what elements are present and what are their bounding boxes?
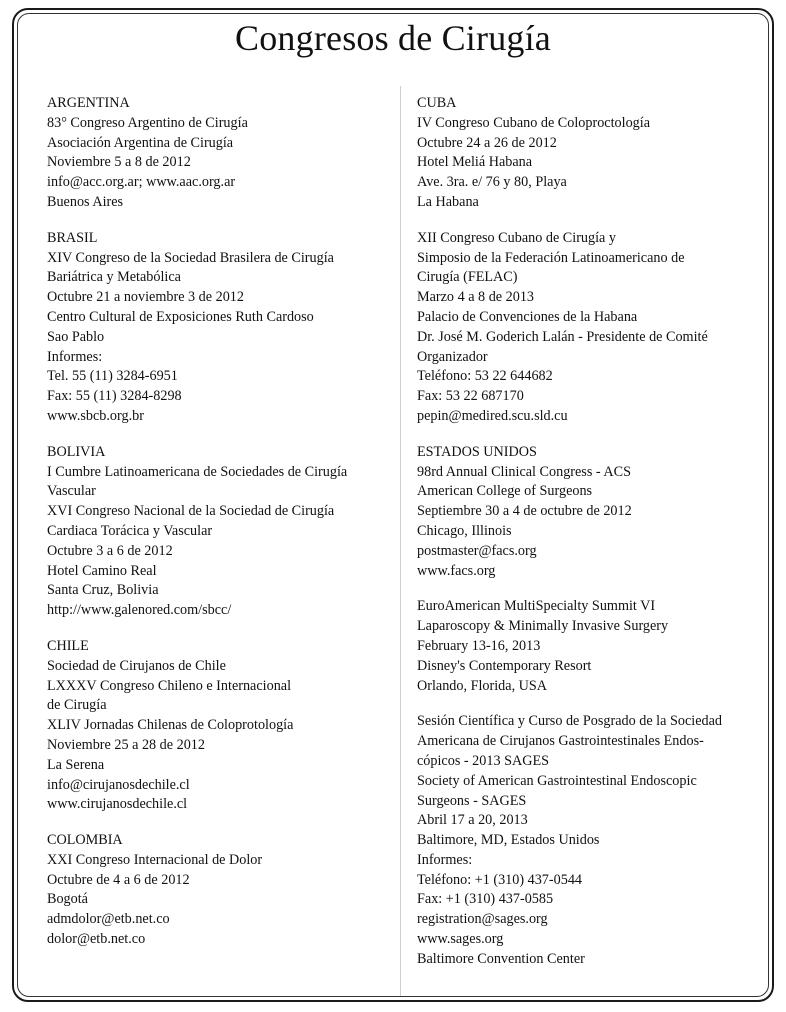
entry-line: IV Congreso Cubano de Coloproctología [417,114,651,131]
entry-line: Cardiaca Torácica y Vascular [47,522,213,539]
entry-heading: CHILE [47,637,89,654]
congress-entry [417,597,767,696]
entry-line: Hotel Camino Real [47,562,157,579]
entry-line: Informes: [417,851,473,868]
entry-line: Fax: 53 22 687170 [417,388,524,405]
entry-line: Organizador [417,348,488,365]
entry-line: LXXXV Congreso Chileno e Internacional [47,677,292,694]
entry-line: Dr. José M. Goderich Lalán - Presidente de Comité [417,328,708,345]
entry-line: Noviembre 25 a 28 de 2012 [47,736,205,753]
entry-line: Cirugía (FELAC) [417,269,518,286]
entry-line: I Cumbre Latinoamericana de Sociedades de Cirugía [47,463,348,480]
entry-line: 98rd Annual Clinical Congress - ACS [417,463,631,480]
entry-line: Noviembre 5 a 8 de 2012 [47,154,191,171]
left-column [47,94,392,966]
column-divider [400,86,401,996]
contact-link[interactable]: info@cirujanosdechile.cl [47,776,190,793]
entry-heading: CUBA [417,95,457,111]
entry-line: Fax: 55 (11) 3284-8298 [47,388,182,405]
entry-line: Surgeons - SAGES [417,792,527,809]
entry-line: February 13-16, 2013 [417,637,541,654]
congress-entry [47,94,392,213]
entry-line: Teléfono: +1 (310) 437-0544 [417,871,583,888]
entry-line: Tel. 55 (11) 3284-6951 [47,368,178,385]
congress-entry [417,712,767,969]
entry-line: Fax: +1 (310) 437-0585 [417,891,554,908]
entry-line: Informes: [47,348,103,365]
entry-line: XXI Congreso Internacional de Dolor [47,851,263,868]
entry-line: Baltimore, MD, Estados Unidos [417,832,600,849]
entry-line: Bariátrica y Metabólica [47,269,181,286]
entry-line: Palacio de Convenciones de la Habana [417,308,638,325]
entry-line: Laparoscopy & Minimally Invasive Surgery [417,618,669,635]
right-column [417,94,767,986]
contact-link[interactable]: admdolor@etb.net.co [47,911,170,928]
entry-line: Septiembre 30 a 4 de octubre de 2012 [417,503,632,520]
entry-line: de Cirugía [47,697,107,714]
entry-line: cópicos - 2013 SAGES [417,752,550,769]
entry-heading: EuroAmerican MultiSpecialty Summit VI [417,598,656,615]
entry-line: Santa Cruz, Bolivia [47,582,159,599]
entry-line: XLIV Jornadas Chilenas de Coloprotología [47,717,294,734]
congress-entry [47,831,392,950]
entry-line: Teléfono: 53 22 644682 [417,368,553,385]
entry-line: La Habana [417,193,479,210]
entry-line: Marzo 4 a 8 de 2013 [417,289,535,306]
entry-line: Octubre 3 a 6 de 2012 [47,542,173,559]
entry-line: Disney's Contemporary Resort [417,657,592,674]
entry-line: Buenos Aires [47,193,124,210]
entry-line: Bogotá [47,891,88,908]
entry-heading: COLOMBIA [47,832,123,849]
entry-line: Simposio de la Federación Latinoamericano de [417,249,685,266]
entry-line: Orlando, Florida, USA [417,677,548,694]
entry-line: Abril 17 a 20, 2013 [417,812,528,829]
entry-heading: ARGENTINA [47,95,130,111]
contact-link[interactable]: www.facs.org [417,562,496,579]
entry-line: Sociedad de Cirujanos de Chile [47,657,226,674]
contact-link[interactable]: pepin@medired.scu.sld.cu [417,407,568,424]
entry-line: Octubre 24 a 26 de 2012 [417,134,557,151]
congress-entry [417,94,767,213]
entry-line: Octubre 21 a noviembre 3 de 2012 [47,289,244,306]
contact-link[interactable]: www.cirujanosdechile.cl [47,796,188,813]
contact-link[interactable]: registration@sages.org [417,911,548,928]
contact-link[interactable]: info@acc.org.ar; www.aac.org.ar [47,174,236,191]
congress-entry [47,229,392,427]
congress-entry [47,443,392,621]
entry-heading: XII Congreso Cubano de Cirugía y [417,229,616,246]
entry-line: Society of American Gastrointestinal Endoscopic [417,772,697,789]
entry-line: Asociación Argentina de Cirugía [47,134,234,151]
entry-heading: Sesión Científica y Curso de Posgrado de la Sociedad [417,713,722,730]
congress-entry [417,229,767,427]
contact-link[interactable]: www.sbcb.org.br [47,407,144,424]
entry-line: American College of Surgeons [417,483,593,500]
entry-heading: BRASIL [47,229,98,246]
congress-entry [47,637,392,815]
contact-link[interactable]: dolor@etb.net.co [47,931,146,948]
entry-line: La Serena [47,756,105,773]
entry-line: Americana de Cirujanos Gastrointestinales Endos- [417,733,704,750]
entry-line: Chicago, Illinois [417,522,512,539]
entry-line: Octubre de 4 a 6 de 2012 [47,871,190,888]
congress-entry [417,443,767,582]
entry-heading: ESTADOS UNIDOS [417,443,537,460]
entry-line: XIV Congreso de la Sociedad Brasilera de Cirugía [47,249,334,266]
entry-line: 83° Congreso Argentino de Cirugía [47,114,248,131]
entry-line: Vascular [47,483,96,500]
entry-line: Hotel Meliá Habana [417,154,533,171]
entry-line: Baltimore Convention Center [417,950,585,967]
entry-line: Centro Cultural de Exposiciones Ruth Cardoso [47,308,314,325]
entry-line: Ave. 3ra. e/ 76 y 80, Playa [417,174,567,191]
contact-link[interactable]: postmaster@facs.org [417,542,537,559]
page-title: Congresos de Cirugía [235,18,551,58]
entry-line: XVI Congreso Nacional de la Sociedad de Cirugía [47,503,335,520]
entry-line: Sao Pablo [47,328,105,345]
contact-link[interactable]: www.sages.org [417,931,504,948]
entry-heading: BOLIVIA [47,443,106,460]
contact-link[interactable]: http://www.galenored.com/sbcc/ [47,602,232,619]
